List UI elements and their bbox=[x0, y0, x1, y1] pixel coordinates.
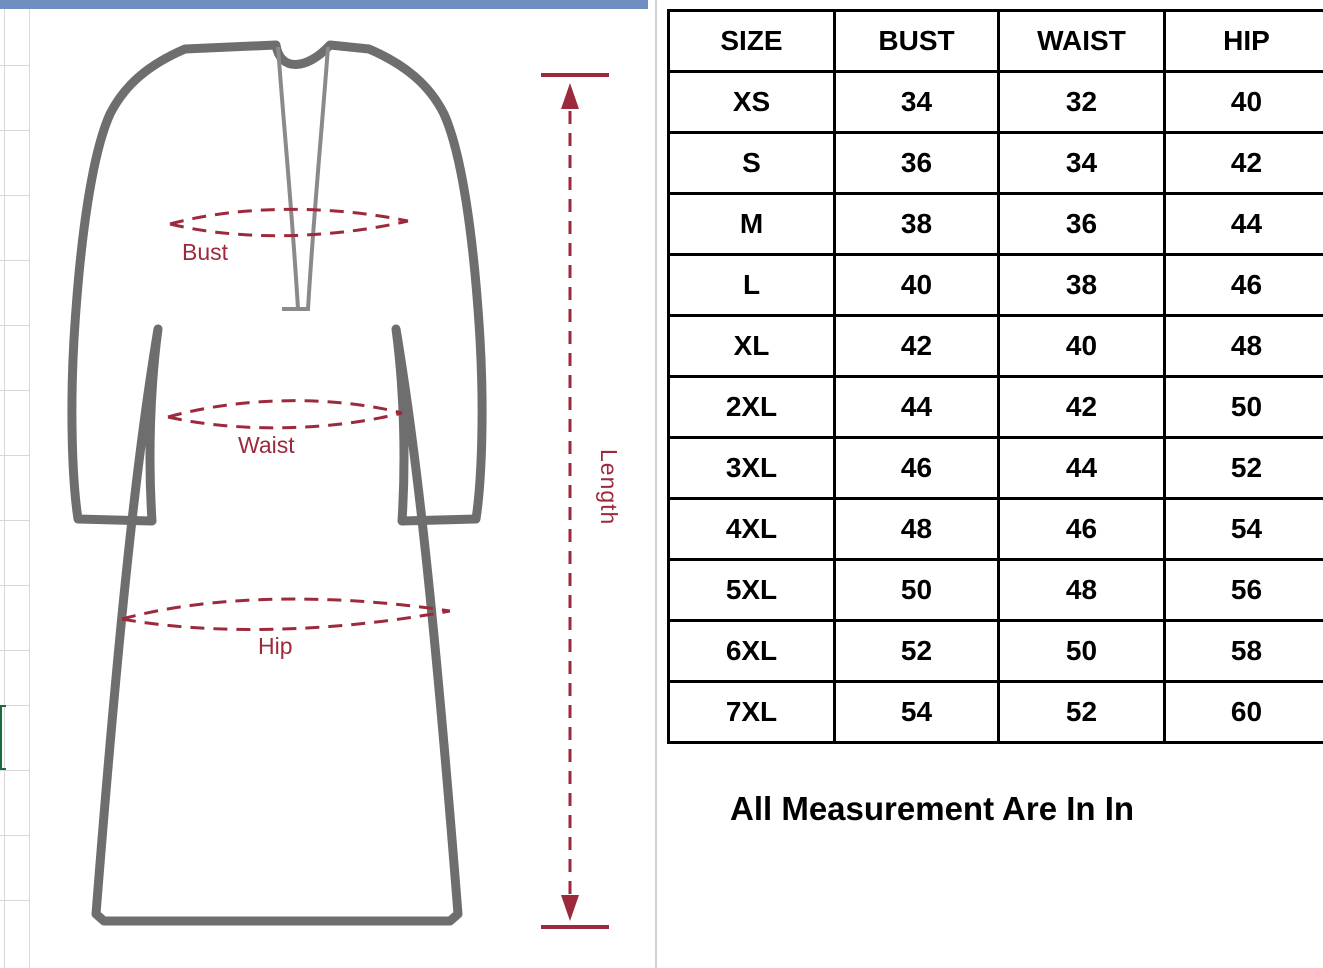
cell-size: 5XL bbox=[669, 560, 835, 621]
cell-size: 3XL bbox=[669, 438, 835, 499]
grid-hline bbox=[0, 900, 30, 901]
grid-hline bbox=[0, 65, 30, 66]
column-header-hip: HIP bbox=[1165, 11, 1323, 72]
cell-hip: 42 bbox=[1165, 133, 1323, 194]
size-chart-table-wrapper bbox=[667, 9, 1323, 744]
cell-waist: 48 bbox=[999, 560, 1165, 621]
size-chart-table bbox=[667, 9, 1323, 744]
active-cell-marker[interactable] bbox=[0, 705, 6, 770]
table-header-row bbox=[669, 11, 1323, 72]
grid-vline bbox=[4, 9, 5, 968]
cell-waist: 46 bbox=[999, 499, 1165, 560]
cell-size: M bbox=[669, 194, 835, 255]
cell-size: XL bbox=[669, 316, 835, 377]
cell-waist: 50 bbox=[999, 621, 1165, 682]
cell-hip: 50 bbox=[1165, 377, 1323, 438]
cell-size: 4XL bbox=[669, 499, 835, 560]
length-label: Length bbox=[596, 449, 622, 526]
cell-bust: 48 bbox=[835, 499, 999, 560]
table-row bbox=[669, 133, 1323, 194]
grid-hline bbox=[0, 585, 30, 586]
cell-bust: 54 bbox=[835, 682, 999, 743]
grid-hline bbox=[0, 770, 30, 771]
measurement-unit-note: All Measurement Are In In bbox=[730, 790, 1135, 827]
grid-hline bbox=[0, 650, 30, 651]
cell-bust: 38 bbox=[835, 194, 999, 255]
cell-hip: 58 bbox=[1165, 621, 1323, 682]
cell-bust: 40 bbox=[835, 255, 999, 316]
cell-size: S bbox=[669, 133, 835, 194]
spreadsheet-selection-band bbox=[0, 0, 648, 9]
hip-label: Hip bbox=[258, 633, 293, 659]
cell-waist: 34 bbox=[999, 133, 1165, 194]
cell-hip: 52 bbox=[1165, 438, 1323, 499]
cell-hip: 56 bbox=[1165, 560, 1323, 621]
grid-hline bbox=[0, 260, 30, 261]
bust-label: Bust bbox=[182, 239, 229, 265]
grid-hline bbox=[0, 455, 30, 456]
cell-bust: 50 bbox=[835, 560, 999, 621]
pane-divider bbox=[655, 0, 657, 968]
grid-hline bbox=[0, 835, 30, 836]
cell-waist: 32 bbox=[999, 72, 1165, 133]
table-row bbox=[669, 194, 1323, 255]
table-row bbox=[669, 316, 1323, 377]
cell-bust: 36 bbox=[835, 133, 999, 194]
cell-hip: 40 bbox=[1165, 72, 1323, 133]
cell-hip: 48 bbox=[1165, 316, 1323, 377]
grid-hline bbox=[0, 130, 30, 131]
cell-waist: 36 bbox=[999, 194, 1165, 255]
waist-label: Waist bbox=[238, 432, 295, 458]
table-row bbox=[669, 438, 1323, 499]
spreadsheet-gridlines bbox=[0, 9, 30, 968]
grid-hline bbox=[0, 520, 30, 521]
cell-waist: 38 bbox=[999, 255, 1165, 316]
cell-hip: 44 bbox=[1165, 194, 1323, 255]
table-row bbox=[669, 377, 1323, 438]
table-row bbox=[669, 560, 1323, 621]
grid-hline bbox=[0, 195, 30, 196]
cell-waist: 42 bbox=[999, 377, 1165, 438]
grid-hline bbox=[0, 390, 30, 391]
cell-bust: 42 bbox=[835, 316, 999, 377]
cell-waist: 40 bbox=[999, 316, 1165, 377]
table-row bbox=[669, 621, 1323, 682]
cell-hip: 54 bbox=[1165, 499, 1323, 560]
cell-waist: 52 bbox=[999, 682, 1165, 743]
kurti-outline-svg bbox=[30, 9, 650, 968]
cell-size: L bbox=[669, 255, 835, 316]
garment-illustration bbox=[30, 9, 650, 968]
table-row bbox=[669, 72, 1323, 133]
cell-waist: 44 bbox=[999, 438, 1165, 499]
cell-bust: 46 bbox=[835, 438, 999, 499]
cell-size: 6XL bbox=[669, 621, 835, 682]
cell-hip: 46 bbox=[1165, 255, 1323, 316]
column-header-bust: BUST bbox=[835, 11, 999, 72]
cell-size: 7XL bbox=[669, 682, 835, 743]
cell-bust: 44 bbox=[835, 377, 999, 438]
column-header-size: SIZE bbox=[669, 11, 835, 72]
grid-hline bbox=[0, 325, 30, 326]
table-row bbox=[669, 499, 1323, 560]
cell-bust: 34 bbox=[835, 72, 999, 133]
cell-bust: 52 bbox=[835, 621, 999, 682]
cell-size: 2XL bbox=[669, 377, 835, 438]
cell-size: XS bbox=[669, 72, 835, 133]
column-header-waist: WAIST bbox=[999, 11, 1165, 72]
table-row bbox=[669, 255, 1323, 316]
cell-hip: 60 bbox=[1165, 682, 1323, 743]
table-row bbox=[669, 682, 1323, 743]
